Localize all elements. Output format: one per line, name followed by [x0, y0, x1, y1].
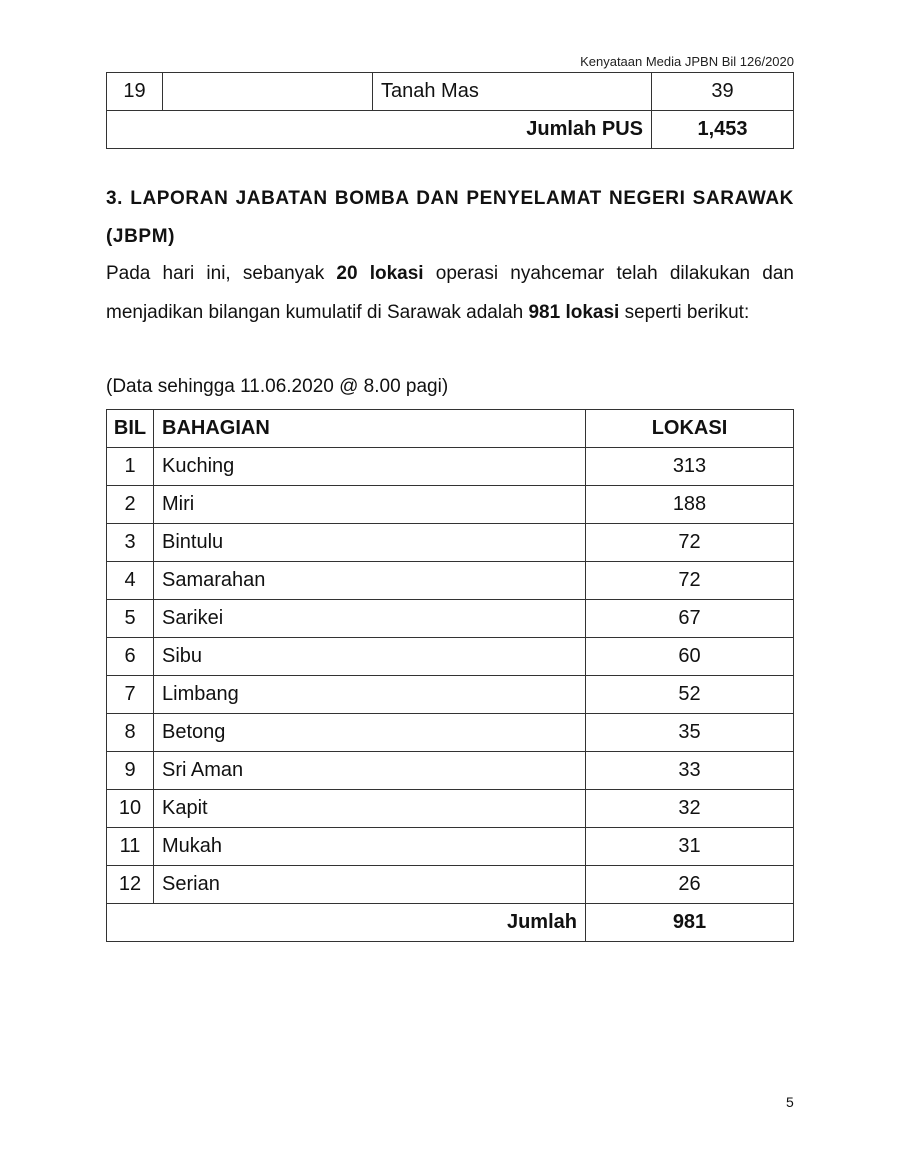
- table-row: [107, 676, 794, 714]
- data-note: (Data sehingga 11.06.2020 @ 8.00 pagi): [106, 376, 449, 397]
- bil-cell: 1: [107, 448, 154, 486]
- total-label: Jumlah: [107, 904, 586, 942]
- lokasi-cell: 72: [586, 562, 794, 600]
- header-row: [107, 410, 794, 448]
- bil-cell: 9: [107, 752, 154, 790]
- total-value: 1,453: [652, 111, 794, 149]
- document-reference: Kenyataan Media JPBN Bil 126/2020: [580, 54, 794, 69]
- bil-cell: 8: [107, 714, 154, 752]
- header-lokasi: LOKASI: [586, 410, 794, 448]
- location-cell: Tanah Mas: [373, 73, 652, 111]
- bold-total: 981 lokasi: [528, 302, 620, 323]
- bahagian-cell: Kuching: [154, 448, 586, 486]
- lokasi-cell: 33: [586, 752, 794, 790]
- bahagian-cell: Samarahan: [154, 562, 586, 600]
- lokasi-cell: 31: [586, 828, 794, 866]
- lokasi-cell: 35: [586, 714, 794, 752]
- bahagian-cell: Sarikei: [154, 600, 586, 638]
- table-row: [107, 828, 794, 866]
- lokasi-cell: 26: [586, 866, 794, 904]
- bil-cell: 10: [107, 790, 154, 828]
- table-row: [107, 524, 794, 562]
- page-number: 5: [786, 1094, 794, 1110]
- bahagian-cell: Betong: [154, 714, 586, 752]
- bahagian-cell: Mukah: [154, 828, 586, 866]
- table-row: [107, 73, 794, 111]
- lokasi-cell: 188: [586, 486, 794, 524]
- lokasi-cell: 32: [586, 790, 794, 828]
- bold-count: 20 lokasi: [336, 263, 424, 284]
- bahagian-cell: Sri Aman: [154, 752, 586, 790]
- pus-table: [106, 72, 794, 149]
- table-row: [107, 638, 794, 676]
- bahagian-cell: Sibu: [154, 638, 586, 676]
- header-bahagian: BAHAGIAN: [154, 410, 586, 448]
- lokasi-cell: 60: [586, 638, 794, 676]
- table-row: [107, 600, 794, 638]
- table-row: [107, 562, 794, 600]
- bil-cell: 11: [107, 828, 154, 866]
- table-row: [107, 790, 794, 828]
- bil-cell: 7: [107, 676, 154, 714]
- lokasi-cell: 67: [586, 600, 794, 638]
- total-label: Jumlah PUS: [107, 111, 652, 149]
- total-row: [107, 111, 794, 149]
- table-row: [107, 752, 794, 790]
- table-row: [107, 866, 794, 904]
- section-paragraph: [106, 254, 794, 332]
- bil-cell: 6: [107, 638, 154, 676]
- bahagian-cell: Serian: [154, 866, 586, 904]
- bil-cell: 5: [107, 600, 154, 638]
- lokasi-cell: 72: [586, 524, 794, 562]
- total-row: [107, 904, 794, 942]
- blank-cell: [163, 73, 373, 111]
- header-bil: BIL: [107, 410, 154, 448]
- paragraph-text: seperti berikut:: [619, 302, 750, 323]
- bil-cell: 12: [107, 866, 154, 904]
- table-row: [107, 486, 794, 524]
- bahagian-cell: Miri: [154, 486, 586, 524]
- bahagian-cell: Kapit: [154, 790, 586, 828]
- table-row: [107, 448, 794, 486]
- total-value: 981: [586, 904, 794, 942]
- bil-cell: 4: [107, 562, 154, 600]
- bahagian-cell: Bintulu: [154, 524, 586, 562]
- paragraph-text: operasi nyahcemar telah dilakukan dan menjadikan bilangan kumulatif di Sarawak adalah: [106, 263, 794, 323]
- lokasi-cell: 313: [586, 448, 794, 486]
- lokasi-table: [106, 409, 794, 942]
- bahagian-cell: Limbang: [154, 676, 586, 714]
- lokasi-cell: 52: [586, 676, 794, 714]
- table-row: [107, 714, 794, 752]
- bil-cell: 2: [107, 486, 154, 524]
- section-heading: 3. LAPORAN JABATAN BOMBA DAN PENYELAMAT NEGERI SARAWAK (JBPM): [106, 188, 794, 247]
- paragraph-text: Pada hari ini, sebanyak: [106, 263, 337, 284]
- bil-cell: 3: [107, 524, 154, 562]
- value-cell: 39: [652, 73, 794, 111]
- bil-cell: 19: [107, 73, 163, 111]
